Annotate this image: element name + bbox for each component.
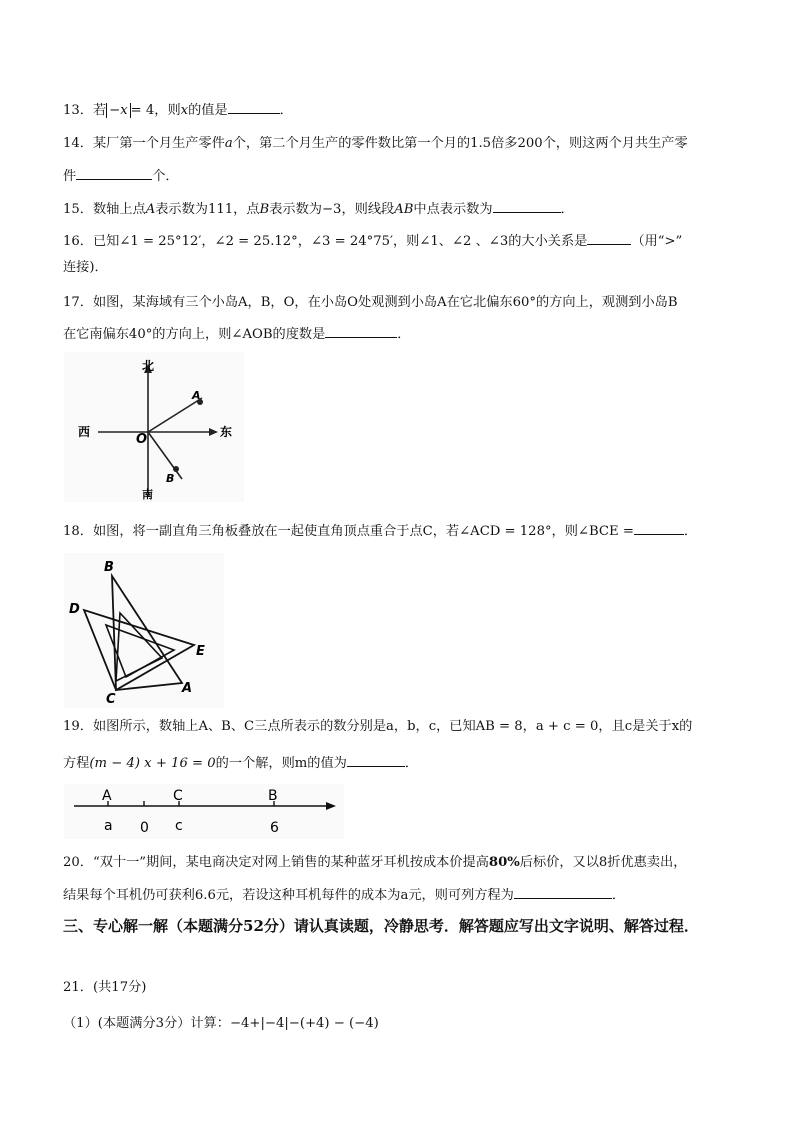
east-label: 东 bbox=[220, 425, 233, 439]
label-zero: 0 bbox=[140, 820, 149, 836]
answer-blank[interactable] bbox=[228, 100, 280, 114]
west-label: 西 bbox=[78, 425, 91, 439]
question-21-part1: （1）(本题满分3分）计算：−4+|−4|−(+4) − (−4) bbox=[63, 1016, 379, 1031]
label-six: 6 bbox=[270, 820, 279, 836]
question-16-line2: 连接)． bbox=[63, 260, 108, 275]
label-d: D bbox=[69, 602, 80, 617]
compass-figure bbox=[64, 352, 244, 502]
abs-value: −x bbox=[106, 103, 131, 118]
label-a: A bbox=[182, 681, 193, 696]
question-17-line1: 17．如图，某海域有三个小岛A，B，O，在小岛O处观测到小岛A在它北偏东60°的方向上，观测到小岛B bbox=[63, 295, 678, 310]
number-line-arrow bbox=[326, 802, 336, 810]
triangle-dce bbox=[84, 610, 194, 690]
q13-prefix: 13．若 bbox=[63, 103, 107, 118]
answer-blank[interactable] bbox=[325, 324, 397, 338]
label-a-lower: a bbox=[104, 818, 113, 834]
answer-blank[interactable] bbox=[514, 885, 612, 899]
question-14-line1: 14．某厂第一个月生产零件a个，第二个月生产的零件数比第一个月的1.5倍多200个，则这两个月共生产零 bbox=[63, 136, 688, 151]
question-21-title: 21．(共17分) bbox=[63, 980, 147, 995]
label-b: B bbox=[104, 560, 114, 575]
question-20-line2: 结果每个耳机仍可获利6.6元，若设这种耳机每件的成本为a元，则可列方程为 ． bbox=[63, 885, 625, 905]
label-a-upper: A bbox=[102, 788, 112, 804]
answer-blank[interactable] bbox=[587, 231, 631, 245]
question-20-line1: 20．“双十一”期间，某电商决定对网上销售的某种蓝牙耳机按成本价提高80%后标价，又以8折优惠卖出， bbox=[63, 855, 687, 870]
question-19-line2: 方程(m − 4) x + 16 = 0的一个解，则m的值为 ． bbox=[63, 753, 418, 773]
south-label: 南 bbox=[142, 488, 153, 501]
section-heading: 三、专心解一解（本题满分52分）请认真读题，冷静思考．解答题应写出文字说明、解答过程． bbox=[63, 917, 699, 935]
question-19-line1: 19．如图所示，数轴上A、B、C三点所表示的数分别是a，b，c，已知AB = 8，a + c = 0，且c是关于x的 bbox=[63, 719, 693, 734]
label-e: E bbox=[196, 644, 205, 659]
label-o: O bbox=[136, 432, 148, 447]
label-b-upper: B bbox=[268, 788, 278, 804]
equation: (m − 4) x + 16 = 0 bbox=[89, 756, 216, 771]
ray-ob bbox=[148, 432, 182, 479]
question-15: 15．数轴上点A表示数为111，点B表示数为−3，则线段AB中点表示数为 ． bbox=[63, 199, 574, 219]
north-label: 北 bbox=[142, 359, 155, 373]
question-18: 18．如图，将一副直角三角板叠放在一起使直角顶点重合于点C，若∠ACD = 128°，则∠BCE = ． bbox=[63, 521, 697, 541]
label-c-upper: C bbox=[173, 788, 183, 804]
question-17-line2: 在它南偏东40°的方向上，则∠AOB的度数是 ． bbox=[63, 324, 410, 344]
label-c-lower: c bbox=[175, 818, 183, 834]
question-13: 13．若 −x = 4，则x的值是 ． bbox=[63, 100, 293, 120]
label-c: C bbox=[106, 692, 116, 707]
answer-blank[interactable] bbox=[493, 199, 561, 213]
question-16-line1: 16．已知∠1 = 25°12′，∠2 = 25.12°，∠3 = 24°75′，则∠1、∠2 、∠3的大小关系是 （用“>” bbox=[63, 231, 682, 251]
number-line-figure bbox=[64, 784, 344, 839]
east-arrow bbox=[209, 428, 218, 436]
question-14-line2: 件 个． bbox=[63, 166, 179, 186]
label-a: A bbox=[192, 389, 201, 402]
ray-oa bbox=[148, 398, 202, 432]
answer-blank[interactable] bbox=[76, 166, 152, 180]
answer-blank[interactable] bbox=[634, 521, 684, 535]
answer-blank[interactable] bbox=[347, 753, 405, 767]
label-b: B bbox=[166, 472, 175, 485]
triangles-figure bbox=[64, 553, 224, 708]
